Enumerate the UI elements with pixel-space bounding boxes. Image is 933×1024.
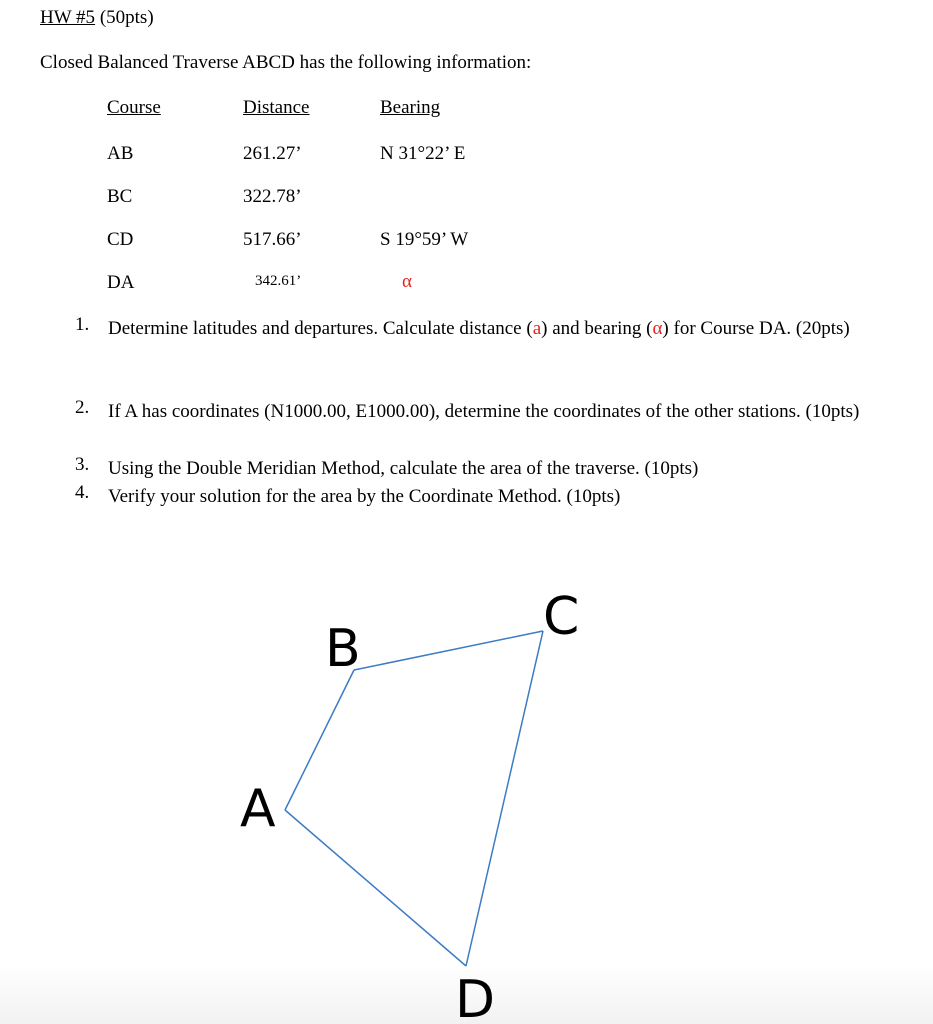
row-cd-course: CD (107, 229, 134, 250)
hw-points: (50pts) (99, 7, 154, 28)
course-bc-line (354, 631, 543, 670)
question-3-number: 3. (75, 454, 90, 475)
header-bearing: Bearing (380, 97, 441, 118)
row-ab-course: AB (107, 143, 134, 164)
row-da-course: DA (107, 272, 135, 293)
distance-a-symbol: a (532, 318, 542, 339)
hw-title (40, 7, 154, 29)
header-course: Course (107, 97, 161, 118)
station-c-label: C (543, 587, 580, 647)
row-cd-distance: 517.66’ (243, 229, 302, 250)
station-b-label: B (325, 619, 361, 679)
header-distance: Distance (243, 97, 310, 118)
question-3-text: Using the Double Meridian Method, calculate the area of the traverse. (10pts) (108, 458, 699, 479)
question-2-text: If A has coordinates (N1000.00, E1000.00), determine the coordinates of the other stations. (10pts) (108, 401, 860, 422)
row-ab-distance: 261.27’ (243, 143, 302, 164)
row-bc-course: BC (107, 186, 133, 207)
question-1-text: Determine latitudes and departures. Calculate distance (a) and bearing (α) for Course DA. (20pts) (108, 318, 850, 339)
row-da-distance: 342.61’ (255, 273, 302, 289)
bearing-alpha-symbol: α (652, 318, 663, 339)
question-4-text: Verify your solution for the area by the Coordinate Method. (10pts) (108, 486, 621, 507)
hw-label: HW #5 (40, 7, 96, 28)
course-ab-line (285, 670, 354, 810)
station-a-label: A (240, 779, 276, 839)
row-ab-bearing: N 31°22’ E (380, 143, 466, 164)
row-bc-distance: 322.78’ (243, 186, 302, 207)
question-4-number: 4. (75, 482, 90, 503)
intro-text: Closed Balanced Traverse ABCD has the following information: (40, 52, 532, 73)
question-1-number: 1. (75, 314, 90, 335)
row-da-bearing: α (402, 271, 412, 292)
traverse-diagram (0, 560, 933, 1024)
question-2-number: 2. (75, 397, 90, 418)
station-d-label: D (455, 970, 496, 1024)
row-cd-bearing: S 19°59’ W (380, 229, 469, 250)
course-cd-line (466, 631, 543, 966)
course-da-line (285, 810, 466, 966)
